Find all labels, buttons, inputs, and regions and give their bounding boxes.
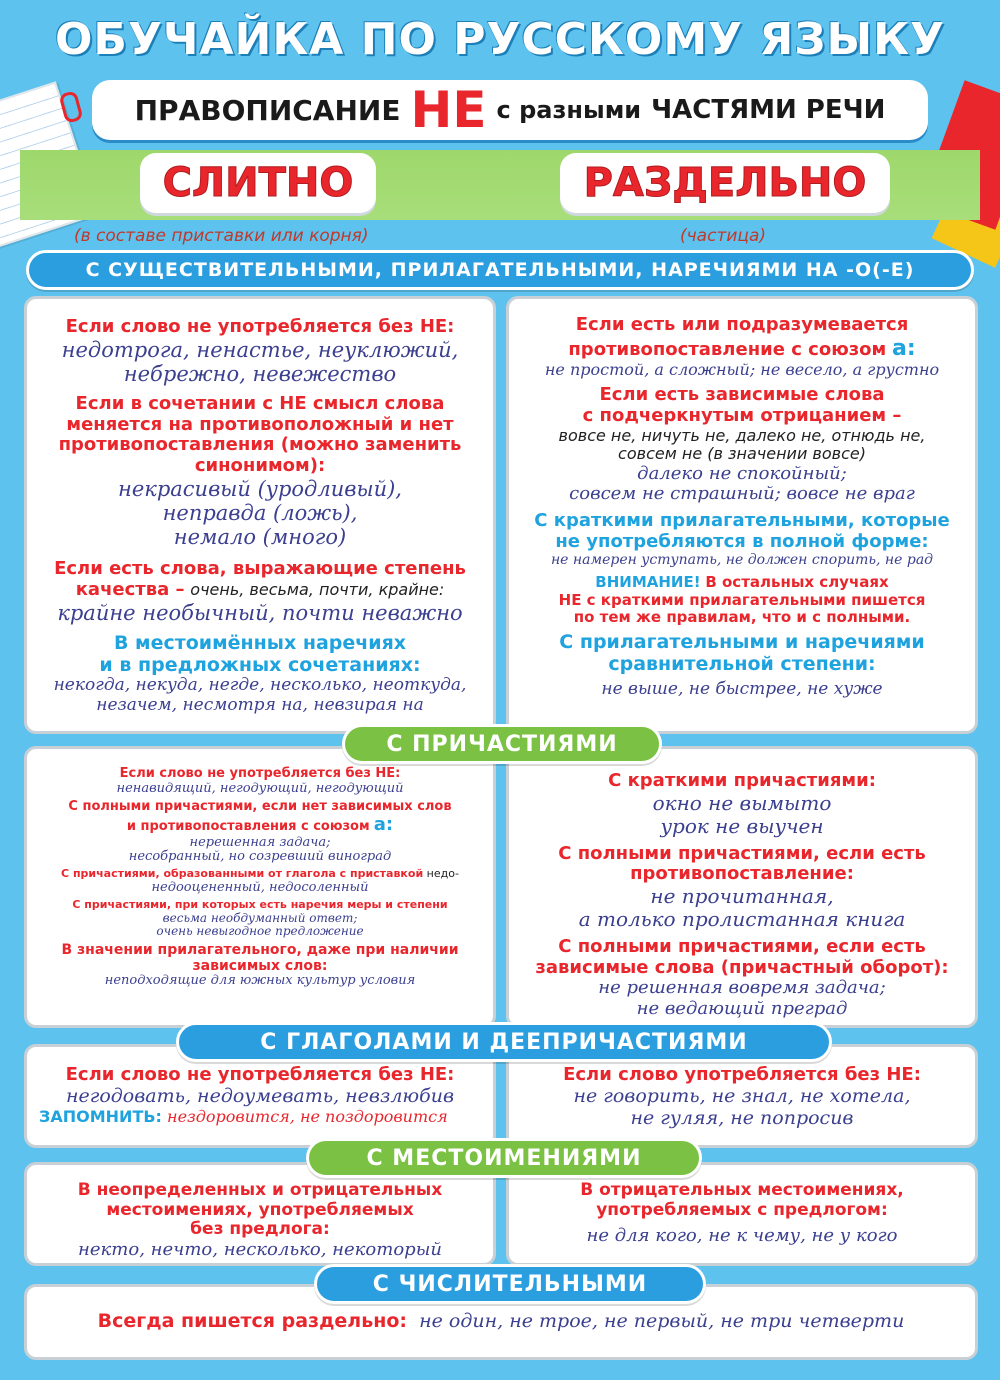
keyword-text: вовсе не, ничуть не, далеко не, отнюдь не,	[558, 425, 926, 445]
rule-text: С причастиями, образованными от глагола с приставкой	[61, 867, 424, 881]
example-text: негодовать, недоумевать, невзлюбив	[65, 1084, 455, 1107]
subtitle-part1: ПРАВОПИСАНИЕ	[134, 93, 401, 127]
warning-label: ВНИМАНИЕ!	[595, 573, 701, 592]
rule-text: местоимениях, употребляемых	[106, 1199, 414, 1220]
rule-text: С причастиями, при которых есть наречия меры и степени	[72, 897, 448, 911]
example-text: недотрога, ненастье, неуклюжий,	[61, 337, 459, 362]
example-text: не решенная вовремя задача;	[598, 977, 886, 999]
rule-text: синонимом):	[194, 455, 326, 477]
example-text: окно не вымыто	[652, 790, 832, 815]
rule-text: Если есть или подразумевается	[575, 314, 909, 335]
keyword-text: очень, весьма, почти, крайне:	[190, 579, 445, 599]
union-a: а:	[891, 335, 916, 361]
remember-label: ЗАПОМНИТЬ:	[39, 1106, 162, 1126]
rule-text: Если есть зависимые слова	[599, 384, 885, 406]
rule-text: употребляемых с предлогом:	[596, 1199, 888, 1220]
panel-s1-right	[506, 296, 978, 734]
example-text: некто, нечто, несколько, некоторый	[78, 1238, 442, 1260]
example-text: нерешенная задача;	[189, 834, 331, 850]
example-text: немало (много)	[173, 525, 347, 549]
section-title-participles: С ПРИЧАСТИЯМИ	[342, 724, 662, 764]
subtitle-part3: с разными	[496, 96, 642, 124]
rule-text: В отрицательных местоимениях,	[580, 1180, 904, 1200]
example-text: ненавидящий, негодующий, негодующий	[116, 780, 404, 796]
example-text: далеко не спокойный;	[637, 462, 847, 484]
poster-title: ОБУЧАЙКА ПО РУССКОМУ ЯЗЫКУ	[55, 14, 945, 65]
example-text: не ведающий преград	[636, 998, 848, 1020]
panel-s2-right	[506, 746, 978, 1028]
rule-text: противопоставление с союзом	[568, 338, 887, 360]
rule-text: В значении прилагательного, даже при наличии	[61, 942, 459, 959]
section-title-verbs: С ГЛАГОЛАМИ И ДЕЕПРИЧАСТИЯМИ	[176, 1022, 832, 1062]
rule-text: и противопоставления с союзом	[126, 818, 370, 834]
union-a: а:	[373, 813, 394, 835]
example-text: не намерен уступать, не должен спорить, не рад	[550, 552, 934, 569]
example-text: неправда (ложь),	[162, 500, 358, 525]
rule-text: по тем же правилам, что и с полными.	[573, 607, 911, 626]
example-text: урок не выучен	[660, 813, 824, 838]
rule-text-blue: С прилагательными и наречиями	[559, 631, 925, 654]
keyword-text: совсем не (в значении вовсе)	[618, 444, 866, 464]
subtitle-part4: ЧАСТЯМИ РЕЧИ	[651, 95, 886, 125]
example-text: не гуляя, не попросив	[630, 1106, 854, 1129]
column-header-right: РАЗДЕЛЬНО	[560, 153, 890, 213]
rule-text: НЕ с краткими прилагательными пишется	[558, 590, 926, 609]
rule-line	[35, 815, 485, 836]
rule-text: В остальных случаях	[705, 573, 889, 592]
rule-text: С краткими причастиями:	[608, 770, 876, 791]
rule-line	[517, 336, 967, 361]
rule-text: зависимых слов:	[192, 958, 328, 975]
example-text: не простой, а сложный; не весело, а грустно	[544, 359, 940, 379]
column-note-left: (в составе приставки или корня)	[74, 226, 369, 246]
rule-text: С полными причастиями, если нет зависимых слов	[68, 798, 452, 814]
rule-text-blue: и в предложных сочетаниях:	[99, 653, 421, 676]
rule-text-blue: В местоимённых наречиях	[113, 631, 407, 654]
example-text: недооцененный, недосоленный	[151, 880, 369, 896]
example-text: не говорить, не знал, не хотела,	[573, 1084, 911, 1107]
rule-text-blue: С краткими прилагательными, которые	[534, 509, 950, 531]
rule-text: меняется на противоположный и нет	[66, 413, 454, 435]
section-title-nouns-adjectives: С СУЩЕСТВИТЕЛЬНЫМИ, ПРИЛАГАТЕЛЬНЫМИ, НАРЕЧИЯМИ НА -О(-Е)	[26, 250, 974, 290]
rule-line	[35, 1311, 967, 1333]
panel-s1-left	[24, 296, 496, 734]
rule-text: зависимые слова (причастный оборот):	[535, 956, 949, 978]
rule-text: Если слово употребляется без НЕ:	[563, 1064, 921, 1085]
section-title-pronouns: С МЕСТОИМЕНИЯМИ	[306, 1138, 702, 1178]
example-text: некрасивый (уродливый),	[118, 476, 402, 501]
example-text: не выше, не быстрее, не хуже	[601, 678, 883, 699]
subtitle-banner	[92, 80, 928, 140]
example-text: не для кого, не к чему, не у кого	[586, 1225, 898, 1247]
rule-text: качества –	[75, 578, 185, 600]
remember-line	[35, 1108, 485, 1126]
example-text: не прочитанная,	[650, 884, 834, 909]
example-text: не один, не трое, не первый, не три четверти	[419, 1310, 905, 1332]
rule-text: Всегда пишется раздельно:	[97, 1310, 408, 1332]
rule-text: С полными причастиями, если есть	[558, 936, 926, 958]
rule-text-blue: сравнительной степени:	[608, 652, 876, 675]
rule-text: Если слово не употребляется без НЕ:	[65, 316, 455, 337]
rule-text: Если в сочетании с НЕ смысл слова	[75, 392, 445, 414]
rule-text: Если слово не употребляется без НЕ:	[65, 1064, 455, 1085]
subtitle-ne: НЕ	[410, 81, 487, 139]
example-text: небрежно, невежество	[123, 361, 397, 386]
example-text: несобранный, но созревший виноград	[128, 849, 392, 865]
rule-line	[35, 580, 485, 601]
example-text: совсем не страшный; вовсе не враг	[569, 483, 915, 505]
rule-text: Если слово не употребляется без НЕ:	[119, 766, 401, 781]
prefix-text: недо-	[426, 867, 459, 881]
column-note-right: (частица)	[680, 226, 767, 246]
rule-text: Если есть слова, выражающие степень	[54, 558, 466, 580]
rule-text-blue: не употребляются в полной форме:	[555, 530, 929, 552]
column-header-left: СЛИТНО	[140, 153, 376, 213]
rule-text: В неопределенных и отрицательных	[77, 1180, 443, 1200]
example-text: незачем, несмотря на, невзирая на	[96, 694, 424, 715]
example-text: неподходящие для южных культур условия	[104, 973, 416, 989]
rule-text: противопоставления (можно заменить	[58, 434, 462, 456]
warning-line	[517, 574, 967, 591]
example-text: весьма необдуманный ответ;	[162, 910, 358, 925]
panel-s2-left	[24, 746, 496, 1028]
example-text: очень невыгодное предложение	[156, 924, 364, 939]
example-text: некогда, некуда, негде, несколько, неоткуда,	[53, 675, 467, 696]
section-title-numerals: С ЧИСЛИТЕЛЬНЫМИ	[314, 1264, 706, 1304]
example-text: а только пролистанная книга	[578, 907, 906, 932]
example-text: нездоровится, не поздоровится	[167, 1106, 448, 1126]
rule-text: противопоставление:	[630, 863, 854, 885]
rule-text: С полными причастиями, если есть	[558, 842, 926, 864]
example-text: крайне необычный, почти неважно	[57, 600, 463, 625]
rule-text: без предлога:	[190, 1219, 330, 1240]
rule-text: с подчеркнутым отрицанием –	[582, 405, 902, 427]
